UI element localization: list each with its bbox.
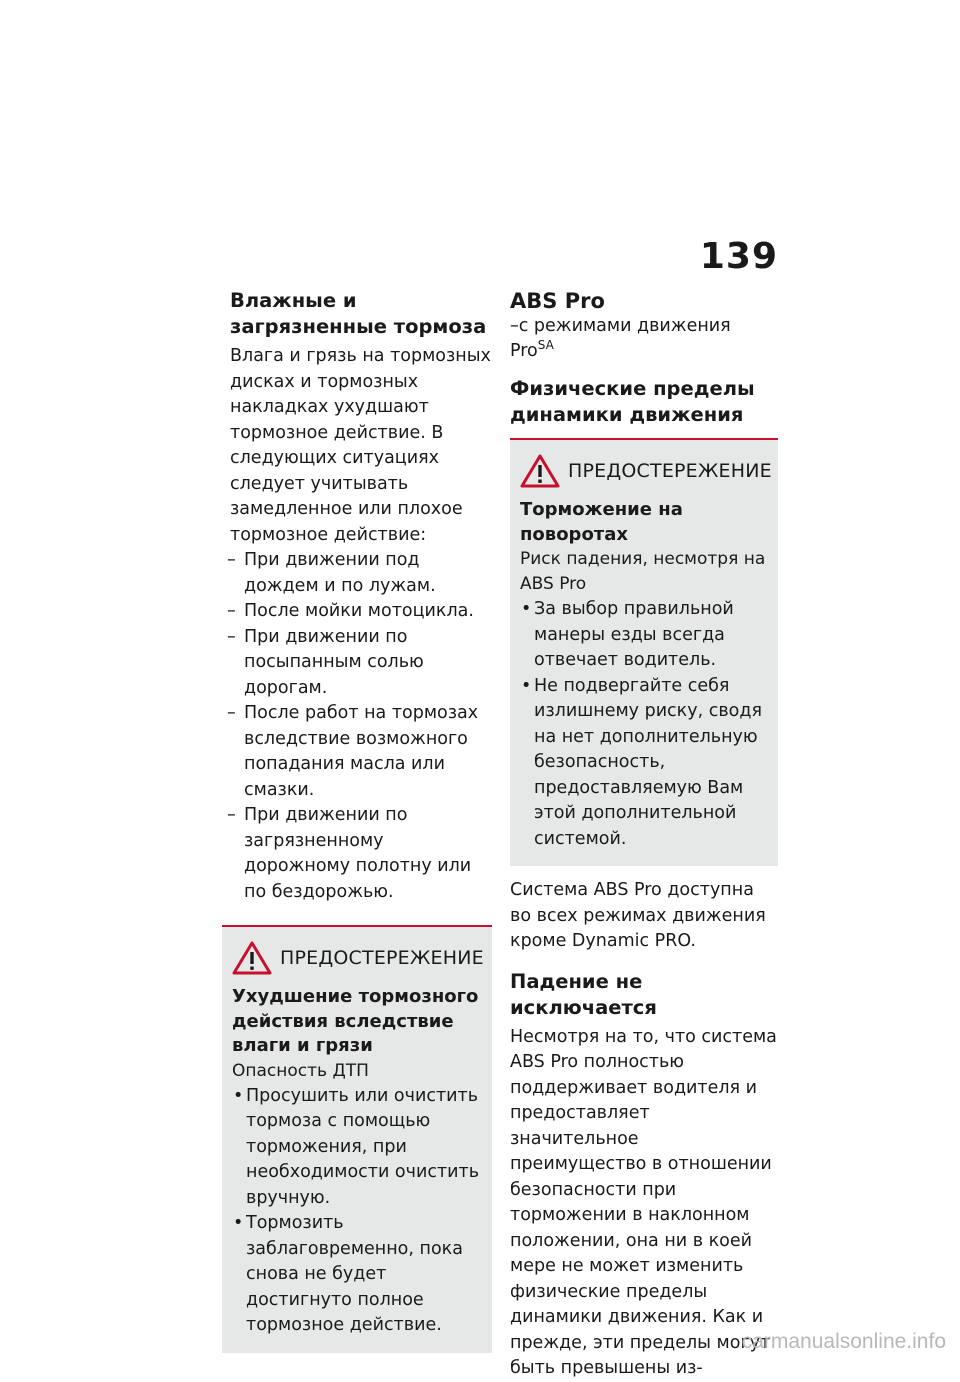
list-item: – При движении по посыпанным солью дорогам. bbox=[230, 625, 492, 702]
watermark: carmanualsonline.info bbox=[741, 1330, 946, 1353]
section-heading-fall-not-excluded: Падение не исключается bbox=[510, 969, 657, 1019]
warning-triangle-icon bbox=[232, 941, 272, 975]
list-item: • За выбор правильной манеры езды всегда отвечает водитель. bbox=[520, 597, 768, 674]
warning-triangle-icon bbox=[520, 454, 560, 488]
warning-actions-list bbox=[232, 1084, 482, 1339]
abs-subtitle-text: с режимами движения Pro bbox=[510, 316, 731, 361]
dash-mark: – bbox=[510, 316, 519, 336]
list-item: • Просушить или очистить тормоза с помощью торможения, при необходимости очистить вручную. bbox=[232, 1084, 482, 1212]
availability-paragraph: Система ABS Pro доступна во всех режимах движения кроме Dynamic PRO. bbox=[510, 880, 766, 951]
warning-box-cornering bbox=[510, 438, 778, 866]
sa-superscript: SA bbox=[537, 338, 554, 353]
list-item: – При движении под дождем и по лужам. bbox=[230, 548, 492, 599]
intro-paragraph: Влага и грязь на тормозных дисках и тормозных накладках ухудшают тормозное действие. В следующих ситуациях следует учитывать замедленное или плохое тормозное действие: bbox=[230, 346, 491, 545]
right-column bbox=[510, 288, 778, 1382]
warning-risk: Риск падения, несмотря на ABS Pro bbox=[520, 549, 766, 594]
list-item: – При движении по загрязненному дорожному полотну или по бездорожью. bbox=[230, 803, 492, 905]
limits-paragraph: Несмотря на то, что система ABS Pro полностью поддерживает водителя и предоставляет значительное преимущество в отношении безопасности при торможении в наклонном положении, она ни в коей мере не может изменить физические пределы динамики движения. Как и прежде, эти пределы могут быть превышены из- bbox=[510, 1026, 777, 1378]
section-heading-abs-pro: ABS Pro bbox=[510, 289, 605, 313]
warning-risk: Опасность ДТП bbox=[232, 1060, 369, 1081]
warning-title: Торможение на поворотах bbox=[520, 499, 683, 545]
list-item: • Не подвергайте себя излишнему риску, сводя на нет дополнительную безопасность, предоставляемую Вам этой дополнительной системой. bbox=[520, 674, 768, 853]
list-item: – После мойки мотоцикла. bbox=[230, 599, 492, 625]
abs-subtitle bbox=[510, 314, 778, 364]
section-heading-wet-brakes: Влажные и загрязненные тормоза bbox=[230, 289, 487, 338]
situations-list bbox=[230, 548, 492, 905]
warning-label: ПРЕДОСТЕРЕЖЕНИЕ bbox=[280, 947, 484, 969]
warning-actions-list bbox=[520, 597, 768, 852]
warning-header bbox=[520, 454, 772, 488]
page-number: 139 bbox=[699, 236, 778, 277]
warning-title: Ухудшение тормозного действия вследствие влаги и грязи bbox=[232, 986, 479, 1056]
warning-box-wet-brakes bbox=[222, 925, 492, 1353]
list-item: – После работ на тормозах вследствие возможного попадания масла или смазки. bbox=[230, 701, 492, 803]
list-item: • Тормозить заблаговременно, пока снова не будет достигнуто полное тормозное действие. bbox=[232, 1211, 482, 1339]
warning-header bbox=[232, 941, 482, 975]
warning-label: ПРЕДОСТЕРЕЖЕНИЕ bbox=[568, 460, 772, 482]
left-column bbox=[230, 288, 492, 1353]
section-heading-physical-limits: Физические пределы динамики движения bbox=[510, 377, 755, 426]
